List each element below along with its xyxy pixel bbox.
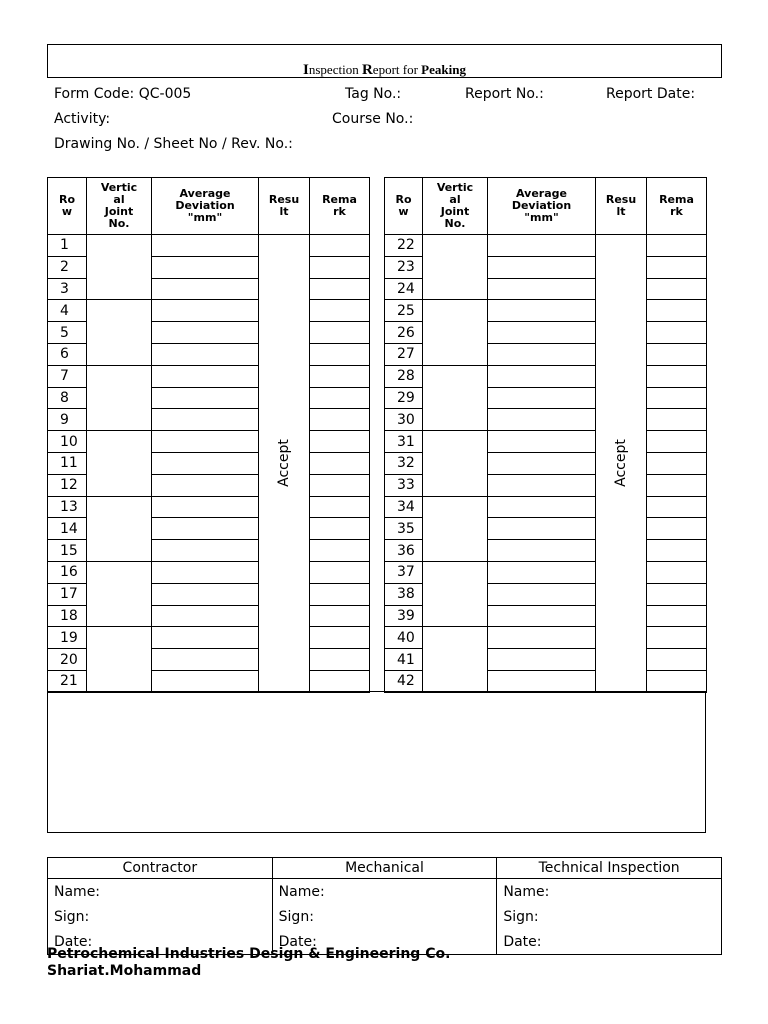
row-number: 40 [385, 627, 423, 649]
average-deviation-cell [152, 605, 259, 627]
vertical-joint-cell [423, 627, 488, 692]
remark-cell [647, 583, 707, 605]
remark-cell [647, 278, 707, 300]
row-number: 26 [385, 322, 423, 344]
remark-cell [310, 583, 370, 605]
mechanical-date-field: Date: [272, 929, 497, 955]
remark-cell [647, 540, 707, 562]
remark-cell [310, 518, 370, 540]
table-row [385, 627, 707, 649]
row-number: 9 [48, 409, 87, 431]
header-remark: Rema rk [310, 178, 370, 235]
report-title: Inspection Report for Peaking [303, 62, 466, 78]
contractor-sign-field: Sign: [48, 904, 273, 929]
table-row [48, 235, 370, 257]
average-deviation-cell [488, 431, 596, 453]
average-deviation-cell [152, 518, 259, 540]
table-row [48, 300, 370, 322]
author-name: Shariat.Mohammad [47, 963, 202, 979]
vertical-joint-cell [87, 235, 152, 300]
mechanical-name-field: Name: [272, 879, 497, 905]
remark-cell [647, 409, 707, 431]
remark-cell [647, 496, 707, 518]
inspection-table-right [384, 177, 707, 693]
company-name: Petrochemical Industries Design & Engineering Co. [47, 946, 451, 962]
remark-cell [310, 343, 370, 365]
technical-name-field: Name: [497, 879, 722, 905]
average-deviation-cell [488, 322, 596, 344]
table-row [48, 496, 370, 518]
header-row: Ro w [385, 178, 423, 235]
average-deviation-cell [152, 365, 259, 387]
mechanical-header: Mechanical [272, 858, 497, 879]
vertical-joint-cell [423, 431, 488, 496]
average-deviation-cell [488, 365, 596, 387]
row-number: 17 [48, 583, 87, 605]
row-number: 20 [48, 649, 87, 671]
average-deviation-cell [488, 583, 596, 605]
header-vertical-joint: Vertic al Joint No. [423, 178, 488, 235]
row-number: 19 [48, 627, 87, 649]
average-deviation-cell [488, 278, 596, 300]
drawing-no-label: Drawing No. / Sheet No / Rev. No.: [54, 136, 293, 152]
signature-table [47, 857, 722, 955]
remark-cell [647, 343, 707, 365]
row-number: 41 [385, 649, 423, 671]
average-deviation-cell [488, 300, 596, 322]
remark-cell [647, 452, 707, 474]
vertical-joint-cell [87, 300, 152, 365]
row-number: 1 [48, 235, 87, 257]
report-date-label: Report Date: [606, 86, 696, 102]
table-row [385, 365, 707, 387]
remark-cell [647, 365, 707, 387]
remark-cell [647, 561, 707, 583]
vertical-joint-cell [423, 300, 488, 365]
average-deviation-cell [488, 496, 596, 518]
course-no-label: Course No.: [332, 111, 414, 127]
remark-cell [310, 496, 370, 518]
remark-cell [310, 300, 370, 322]
report-no-label: Report No.: [465, 86, 544, 102]
vertical-joint-cell [87, 431, 152, 496]
inspection-table-left [47, 177, 370, 693]
remark-cell [310, 649, 370, 671]
row-number: 13 [48, 496, 87, 518]
table-row [48, 431, 370, 453]
row-number: 12 [48, 474, 87, 496]
average-deviation-cell [152, 300, 259, 322]
row-number: 10 [48, 431, 87, 453]
contractor-header: Contractor [48, 858, 273, 879]
average-deviation-cell [152, 649, 259, 671]
average-deviation-cell [488, 518, 596, 540]
vertical-joint-cell [87, 561, 152, 626]
row-number: 21 [48, 670, 87, 692]
tag-no-label: Tag No.: [345, 86, 402, 102]
vertical-joint-cell [87, 627, 152, 692]
remark-cell [310, 452, 370, 474]
row-number: 31 [385, 431, 423, 453]
table-row [385, 300, 707, 322]
table-row [48, 561, 370, 583]
table-row [385, 235, 707, 257]
vertical-joint-cell [87, 365, 152, 430]
average-deviation-cell [152, 322, 259, 344]
row-number: 35 [385, 518, 423, 540]
row-number: 30 [385, 409, 423, 431]
result-cell [596, 235, 647, 693]
header-vertical-joint: Vertic al Joint No. [87, 178, 152, 235]
row-number: 37 [385, 561, 423, 583]
remark-cell [647, 300, 707, 322]
header-average-deviation: Average Deviation "mm" [152, 178, 259, 235]
average-deviation-cell [152, 431, 259, 453]
header-result: Resu lt [596, 178, 647, 235]
header-row: Ro w [48, 178, 87, 235]
row-number: 8 [48, 387, 87, 409]
average-deviation-cell [152, 583, 259, 605]
row-number: 42 [385, 670, 423, 692]
title-box [47, 44, 722, 78]
remark-cell [310, 409, 370, 431]
average-deviation-cell [152, 235, 259, 257]
average-deviation-cell [488, 561, 596, 583]
average-deviation-cell [152, 670, 259, 692]
remark-cell [310, 322, 370, 344]
row-number: 16 [48, 561, 87, 583]
remark-cell [310, 365, 370, 387]
average-deviation-cell [488, 474, 596, 496]
contractor-name-field: Name: [48, 879, 273, 905]
remark-cell [647, 649, 707, 671]
row-number: 39 [385, 605, 423, 627]
average-deviation-cell [488, 649, 596, 671]
average-deviation-cell [152, 343, 259, 365]
vertical-joint-cell [423, 365, 488, 430]
average-deviation-cell [152, 256, 259, 278]
row-number: 4 [48, 300, 87, 322]
average-deviation-cell [152, 409, 259, 431]
row-number: 18 [48, 605, 87, 627]
remark-cell [310, 474, 370, 496]
average-deviation-cell [488, 343, 596, 365]
header-result: Resu lt [259, 178, 310, 235]
remark-cell [310, 256, 370, 278]
form-code-label: Form Code: QC-005 [54, 86, 192, 102]
average-deviation-cell [152, 627, 259, 649]
remark-cell [647, 605, 707, 627]
remark-cell [647, 256, 707, 278]
row-number: 34 [385, 496, 423, 518]
remark-cell [647, 518, 707, 540]
vertical-joint-cell [423, 561, 488, 626]
average-deviation-cell [152, 561, 259, 583]
header-average-deviation: Average Deviation "mm" [488, 178, 596, 235]
row-number: 2 [48, 256, 87, 278]
row-number: 14 [48, 518, 87, 540]
remark-cell [647, 387, 707, 409]
remark-cell [647, 627, 707, 649]
vertical-joint-cell [423, 496, 488, 561]
row-number: 28 [385, 365, 423, 387]
table-row [385, 431, 707, 453]
row-number: 33 [385, 474, 423, 496]
remark-cell [647, 431, 707, 453]
remark-cell [647, 670, 707, 692]
remark-cell [310, 235, 370, 257]
average-deviation-cell [152, 452, 259, 474]
remark-cell [647, 474, 707, 496]
table-row [385, 561, 707, 583]
result-cell [259, 235, 310, 693]
row-number: 7 [48, 365, 87, 387]
vertical-joint-cell [87, 496, 152, 561]
table-row [48, 627, 370, 649]
remark-cell [647, 322, 707, 344]
activity-label: Activity: [54, 111, 111, 127]
result-accept-text: Accept [276, 439, 292, 488]
remark-cell [310, 605, 370, 627]
remark-cell [310, 627, 370, 649]
average-deviation-cell [488, 540, 596, 562]
average-deviation-cell [152, 474, 259, 496]
average-deviation-cell [152, 496, 259, 518]
technical-date-field: Date: [497, 929, 722, 955]
result-accept-text: Accept [613, 439, 629, 488]
row-number: 32 [385, 452, 423, 474]
average-deviation-cell [152, 278, 259, 300]
average-deviation-cell [488, 256, 596, 278]
row-number: 38 [385, 583, 423, 605]
technical-inspection-header: Technical Inspection [497, 858, 722, 879]
header-remark: Rema rk [647, 178, 707, 235]
average-deviation-cell [488, 670, 596, 692]
row-number: 22 [385, 235, 423, 257]
row-number: 3 [48, 278, 87, 300]
contractor-date-field: Date: [48, 929, 273, 955]
remark-cell [310, 561, 370, 583]
average-deviation-cell [152, 540, 259, 562]
notes-box [47, 691, 706, 833]
average-deviation-cell [488, 605, 596, 627]
row-number: 25 [385, 300, 423, 322]
row-number: 36 [385, 540, 423, 562]
average-deviation-cell [488, 409, 596, 431]
remark-cell [310, 670, 370, 692]
table-row [48, 365, 370, 387]
vertical-joint-cell [423, 235, 488, 300]
row-number: 23 [385, 256, 423, 278]
average-deviation-cell [488, 235, 596, 257]
remark-cell [647, 235, 707, 257]
row-number: 27 [385, 343, 423, 365]
remark-cell [310, 387, 370, 409]
row-number: 29 [385, 387, 423, 409]
average-deviation-cell [152, 387, 259, 409]
table-row [385, 496, 707, 518]
remark-cell [310, 431, 370, 453]
row-number: 15 [48, 540, 87, 562]
technical-sign-field: Sign: [497, 904, 722, 929]
row-number: 5 [48, 322, 87, 344]
remark-cell [310, 540, 370, 562]
average-deviation-cell [488, 387, 596, 409]
row-number: 11 [48, 452, 87, 474]
row-number: 6 [48, 343, 87, 365]
mechanical-sign-field: Sign: [272, 904, 497, 929]
average-deviation-cell [488, 452, 596, 474]
row-number: 24 [385, 278, 423, 300]
average-deviation-cell [488, 627, 596, 649]
remark-cell [310, 278, 370, 300]
